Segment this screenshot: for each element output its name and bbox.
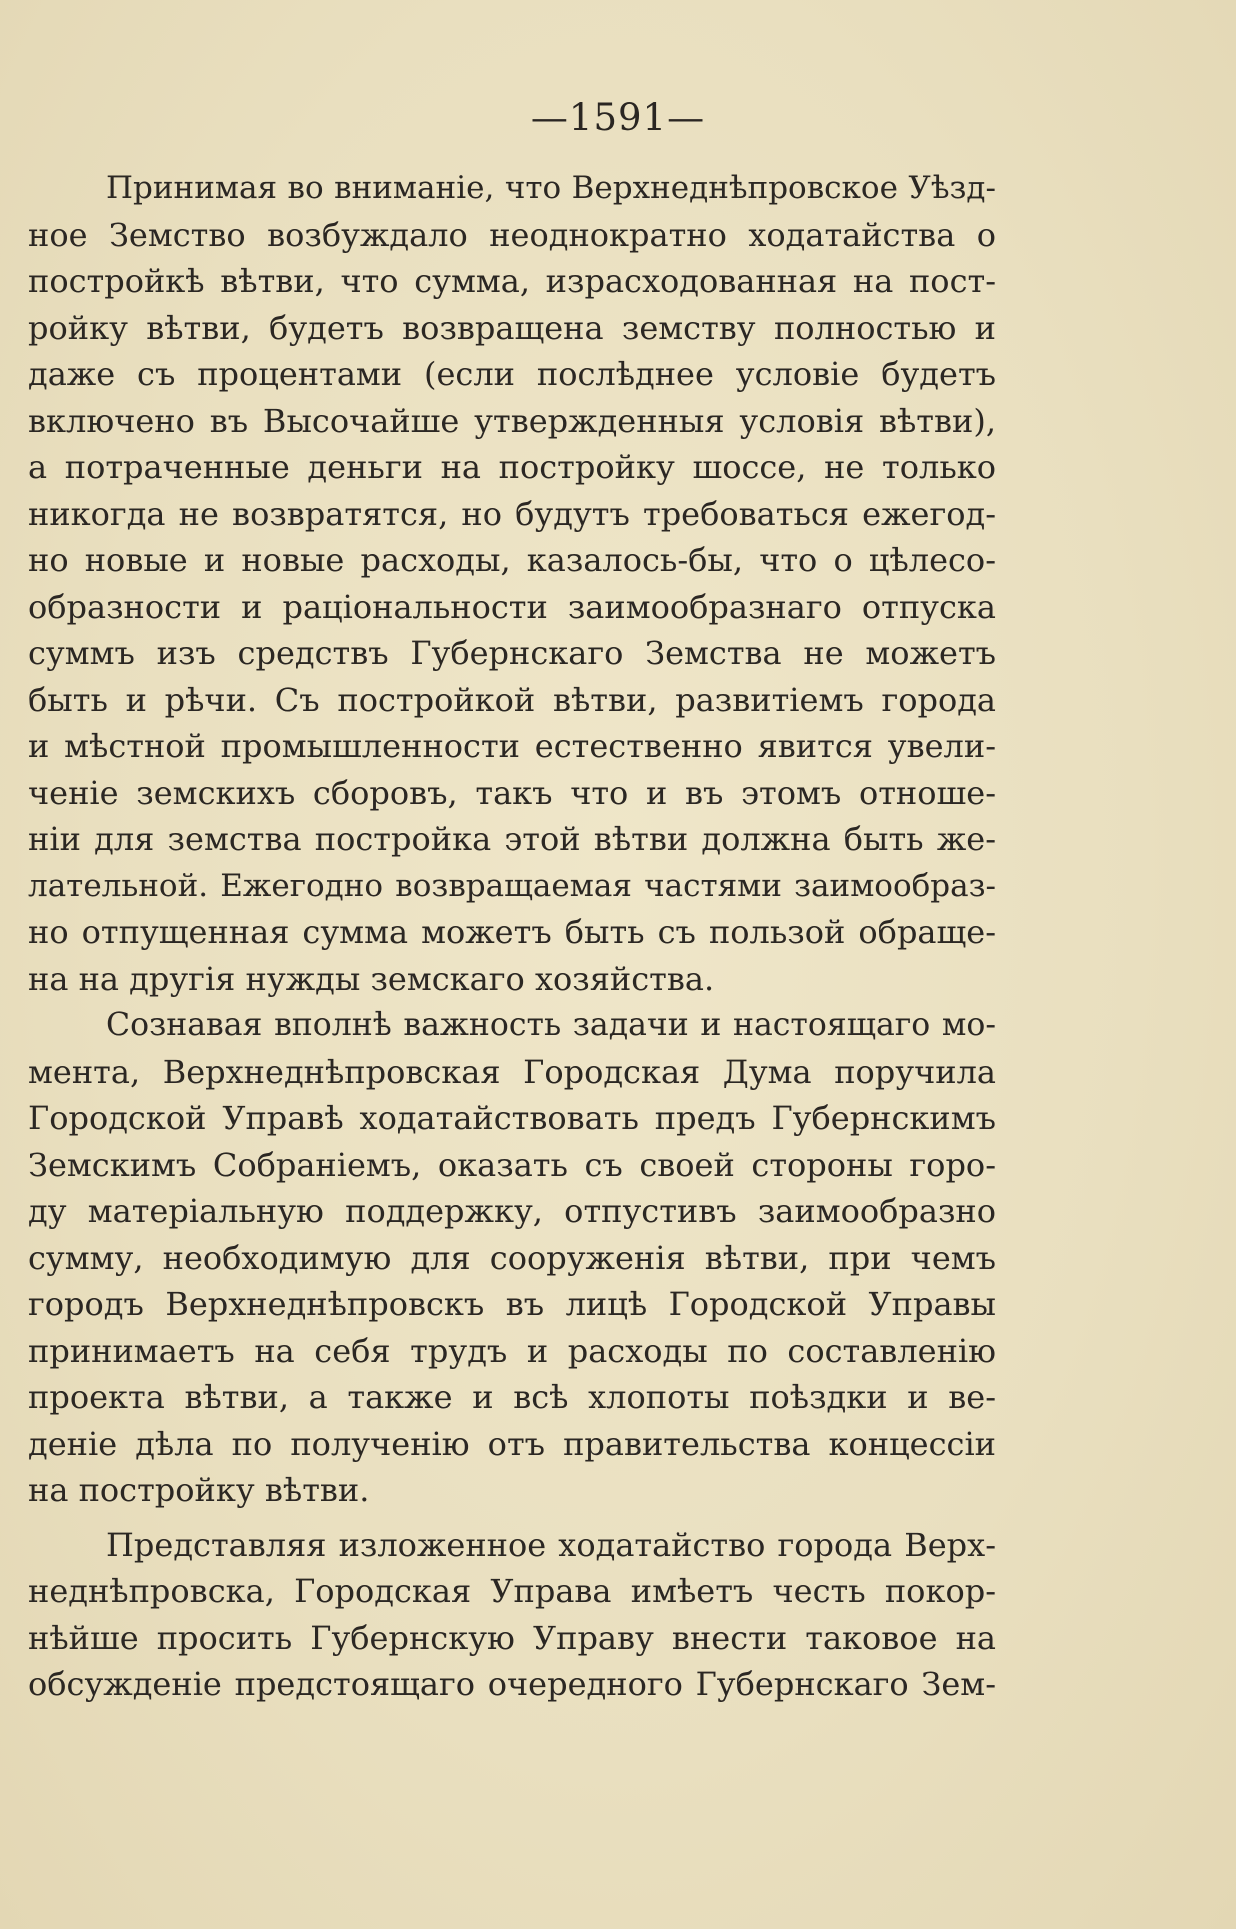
text-line: Земскимъ Собраніемъ, оказать съ своей стороны горо- [28, 1145, 996, 1184]
text-line: сумму, необходимую для сооруженія вѣтви, при чемъ [28, 1238, 996, 1277]
text-line: Принимая во вниманіе, что Верхнеднѣпровское Уѣзд- [106, 170, 996, 206]
text-line: на на другія нужды земскаго хозяйства. [28, 959, 715, 998]
text-line: неднѣпровска, Городская Управа имѣетъ честь покор- [28, 1572, 996, 1610]
text-line: но новые и новые расходы, казалось-бы, что о цѣлесо- [28, 541, 996, 579]
text-line: лательной. Ежегодно возвращаемая частями заимообраз- [28, 867, 996, 904]
text-line: принимаетъ на себя трудъ и расходы по составленію [28, 1331, 996, 1370]
text-line: никогда не возвратятся, но будутъ требоваться ежегод- [28, 494, 996, 533]
document-body [28, 165, 996, 1708]
text-line: и мѣстной промышленности естественно явится увели- [28, 727, 996, 765]
paragraph-1 [28, 165, 996, 1002]
text-line: быть и рѣчи. Съ постройкой вѣтви, развитіемъ города [28, 680, 996, 719]
text-line: но отпущенная сумма можетъ быть съ пользой обраще- [28, 913, 996, 951]
text-line: городъ Верхнеднѣпровскъ въ лицѣ Городской Управы [28, 1285, 996, 1323]
text-line: ніи для земства постройка этой вѣтви должна быть же- [28, 820, 996, 858]
text-line: ройку вѣтви, будетъ возвращена земству полностью и [28, 308, 996, 347]
text-line: мента, Верхнеднѣпровская Городская Дума поручила [28, 1052, 996, 1091]
text-line: Городской Управѣ ходатайствовать предъ Губернскимъ [28, 1099, 996, 1137]
text-line: Представляя изложенное ходатайство города Верх- [106, 1525, 996, 1564]
text-line: на постройку вѣтви. [28, 1471, 370, 1509]
text-line: образности и раціональности заимообразнаго отпуска [28, 587, 996, 626]
text-line: включено въ Высочайше утвержденныя условія вѣтви), [28, 401, 996, 440]
paragraph-3 [28, 1522, 996, 1708]
text-line: деніе дѣла по полученію отъ правительства концессіи [28, 1424, 996, 1463]
page-number: —1591— [530, 96, 706, 139]
text-line: а потраченные деньги на постройку шоссе, не только [28, 448, 996, 486]
text-line: ду матеріальную поддержку, отпустивъ заимообразно [28, 1192, 996, 1230]
text-line: ное Земство возбуждало неоднократно ходатайства о [28, 215, 996, 254]
text-line: проекта вѣтви, а также и всѣ хлопоты поѣздки и ве- [28, 1378, 996, 1416]
text-line: даже съ процентами (если послѣднее условіе будетъ [28, 355, 996, 393]
text-line: постройкѣ вѣтви, что сумма, израсходованная на пост- [28, 262, 996, 300]
paragraph-2 [28, 1002, 996, 1514]
text-line: Сознавая вполнѣ важность задачи и настоящаго мо- [106, 1007, 996, 1043]
paragraph-spacer [28, 1514, 996, 1522]
text-line: ченіе земскихъ сборовъ, такъ что и въ этомъ отноше- [28, 773, 996, 812]
text-line: нѣйше просить Губернскую Управу внести таковое на [28, 1618, 996, 1657]
text-line: суммъ изъ средствъ Губернскаго Земства не можетъ [28, 634, 996, 672]
text-line: обсужденіе предстоящаго очередного Губернскаго Зем- [28, 1665, 996, 1703]
